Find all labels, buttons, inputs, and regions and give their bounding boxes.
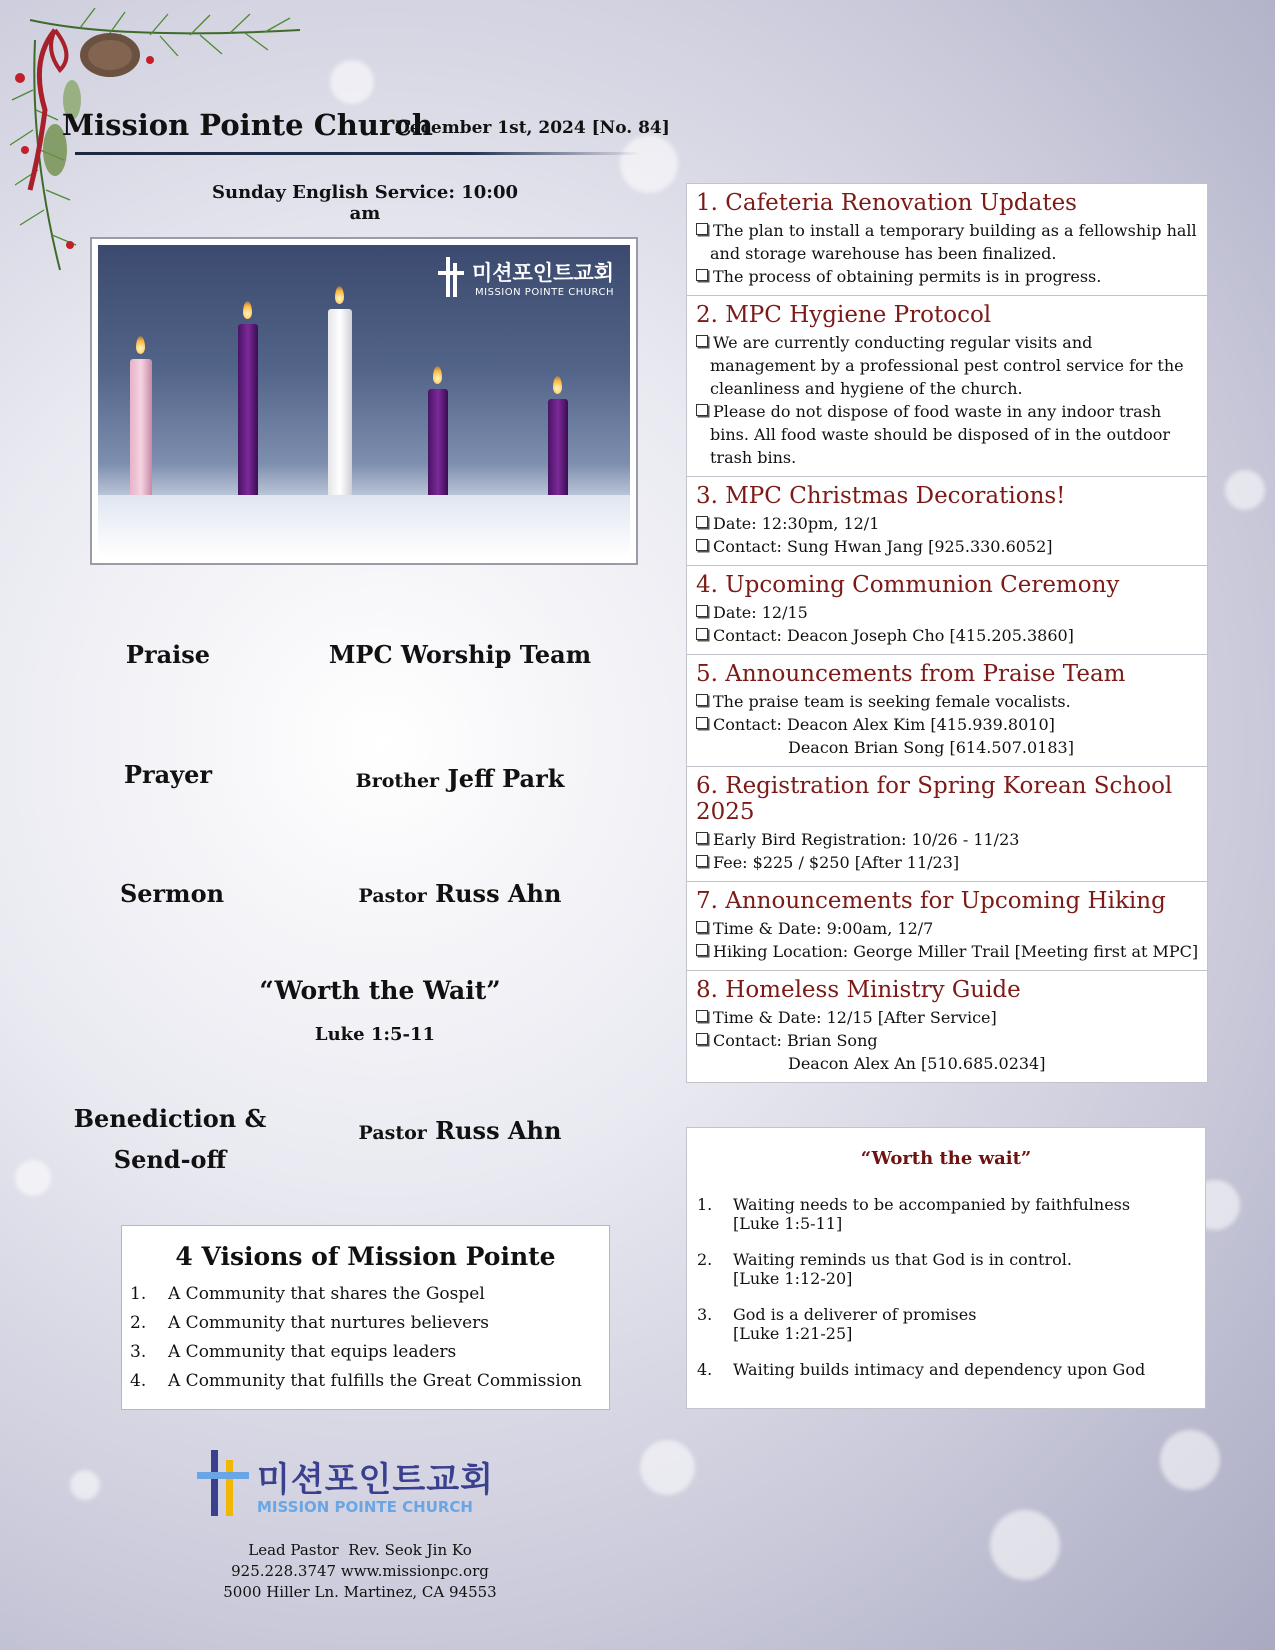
checkbox-bullet-icon	[696, 855, 708, 867]
order-role-benediction	[70, 1098, 270, 1180]
checkbox-bullet-icon	[696, 694, 708, 706]
checkbox-bullet-icon	[696, 832, 708, 844]
announcement: 8. Homeless Ministry Guide Time & Date: 12/15 [After Service] Contact: Brian Song Deacon Alex An [510.685.0234]	[687, 971, 1207, 1082]
checkbox-bullet-icon	[696, 717, 708, 729]
order-role-praise: Praise	[125, 640, 211, 669]
announcement: 5. Announcements from Praise Team The praise team is seeking female vocalists. Contact: Deacon Alex Kim [415.939.8010] Deacon Brian Song [614.507.0183]	[687, 655, 1207, 767]
advent-candles-photo	[98, 245, 630, 557]
church-contact	[190, 1540, 530, 1603]
purple-candle	[548, 399, 568, 509]
sermon-scripture: Luke 1:5-11	[314, 1024, 436, 1045]
announcement-title: 1. Cafeteria Renovation Updates	[696, 190, 1077, 216]
order-role-sermon: Sermon	[119, 879, 225, 908]
candle-flame	[243, 301, 252, 319]
contact-continuation: Deacon Alex An [510.685.0234]	[788, 1054, 1046, 1073]
snow	[98, 495, 630, 557]
visions-list	[122, 1279, 609, 1395]
announcement: 6. Registration for Spring Korean School 2025 Early Bird Registration: 10/26 - 11/23 Fee: $225 / $250 [After 11/23]	[687, 767, 1207, 882]
sermon-notes-box	[686, 1127, 1206, 1409]
leader-title: Pastor	[358, 885, 427, 907]
checkbox-bullet-icon	[696, 1033, 708, 1045]
order-leader-prayer	[320, 764, 600, 793]
leader-name: Russ Ahn	[435, 879, 562, 908]
logo-english-text: MISSION POINTE CHURCH	[475, 287, 614, 298]
order-leader-sermon	[320, 879, 600, 908]
sermon-notes-heading: “Worth the wait”	[860, 1148, 1032, 1169]
pink-candle	[130, 359, 152, 509]
logo-english-text: MISSION POINTE CHURCH	[257, 1498, 473, 1516]
announcement: 1. Cafeteria Renovation Updates The plan to install a temporary building as a fellowship hall and storage warehouse has been finalized. The process of obtaining permits is in progress.	[687, 184, 1207, 296]
cross-icon	[195, 1450, 251, 1516]
address: 5000 Hiller Ln. Martinez, CA 94553	[223, 1583, 497, 1601]
list-item: 2. Waiting reminds us that God is in control. [Luke 1:12-20]	[697, 1250, 1073, 1288]
bokeh-light	[330, 60, 374, 104]
order-role-prayer: Prayer	[123, 760, 213, 789]
footer-church-logo	[195, 1450, 495, 1520]
checkbox-bullet-icon	[696, 921, 708, 933]
bokeh-light	[70, 1470, 100, 1500]
list-item: 1. Waiting needs to be accompanied by faithfulness [Luke 1:5-11]	[697, 1195, 1131, 1233]
announcement-title: 4. Upcoming Communion Ceremony	[696, 572, 1120, 598]
candle-flame	[136, 336, 145, 354]
role-line: Send-off	[113, 1145, 227, 1174]
announcement: 7. Announcements for Upcoming Hiking Time & Date: 9:00am, 12/7 Hiking Location: George Miller Trail [Meeting first at MPC]	[687, 882, 1207, 971]
advent-photo-frame	[90, 237, 638, 565]
title-divider	[75, 152, 640, 155]
leader-name: MPC Worship Team	[328, 640, 592, 669]
bokeh-light	[640, 1440, 695, 1495]
announcement-title: 2. MPC Hygiene Protocol	[696, 302, 992, 328]
checkbox-bullet-icon	[696, 269, 708, 281]
checkbox-bullet-icon	[696, 404, 708, 416]
candle-flame	[553, 376, 562, 394]
issue-date: December 1st, 2024 [No. 84]	[395, 118, 670, 138]
leader-title: Brother	[355, 770, 440, 792]
visions-box	[121, 1225, 610, 1410]
announcement-title: 5. Announcements from Praise Team	[696, 661, 1126, 687]
checkbox-bullet-icon	[696, 516, 708, 528]
sermon-title: “Worth the Wait”	[259, 976, 501, 1005]
announcement: 2. MPC Hygiene Protocol We are currently conducting regular visits and management by a professional pest control service for the cleanliness and hygiene of the church. Please do not dispose of food waste in any indoor trash bins. All food waste should be disposed of in the outdoor trash bins.	[687, 296, 1207, 477]
logo-korean-text: 미션포인트교회	[471, 261, 614, 285]
list-item: 4. Waiting builds intimacy and dependency upon God	[697, 1360, 1146, 1379]
service-time: Sunday English Service: 10:00 am	[212, 182, 518, 224]
announcement-title: 7. Announcements for Upcoming Hiking	[696, 888, 1166, 914]
candle-flame	[335, 286, 344, 304]
leader-title: Pastor	[358, 1122, 427, 1144]
order-leader-benediction	[320, 1116, 600, 1145]
list-item: 3. God is a deliverer of promises [Luke 1:21-25]	[697, 1305, 977, 1343]
announcement-title: 6. Registration for Spring Korean School 2025	[696, 773, 1173, 825]
phone-website: 925.228.3747 www.missionpc.org	[231, 1562, 489, 1580]
list-item: 3. A Community that equips leaders	[130, 1341, 457, 1362]
church-name: Mission Pointe Church	[62, 108, 433, 142]
checkbox-bullet-icon	[696, 335, 708, 347]
checkbox-bullet-icon	[696, 539, 708, 551]
logo-korean-text: 미션포인트교회	[257, 1460, 494, 1500]
announcements-panel	[686, 183, 1208, 1083]
visions-heading: 4 Visions of Mission Pointe	[175, 1242, 556, 1271]
checkbox-bullet-icon	[696, 605, 708, 617]
checkbox-bullet-icon	[696, 223, 708, 235]
candle-flame	[433, 366, 442, 384]
sermon-notes-list	[687, 1195, 1205, 1379]
bokeh-light	[1225, 470, 1265, 510]
purple-candle	[238, 324, 258, 509]
white-candle	[328, 309, 352, 509]
announcement-title: 8. Homeless Ministry Guide	[696, 977, 1021, 1003]
checkbox-bullet-icon	[696, 944, 708, 956]
bokeh-light	[1160, 1430, 1220, 1490]
announcement: 3. MPC Christmas Decorations! Date: 12:30pm, 12/1 Contact: Sung Hwan Jang [925.330.6052]	[687, 477, 1207, 566]
checkbox-bullet-icon	[696, 628, 708, 640]
purple-candle	[428, 389, 448, 509]
bokeh-light	[620, 135, 678, 193]
list-item: 4. A Community that fulfills the Great Commission	[130, 1370, 582, 1391]
order-leader-praise	[320, 640, 600, 669]
list-item: 1. A Community that shares the Gospel	[130, 1283, 485, 1304]
photo-church-logo	[472, 257, 614, 298]
announcement-title: 3. MPC Christmas Decorations!	[696, 483, 1066, 509]
contact-continuation: Deacon Brian Song [614.507.0183]	[788, 738, 1074, 757]
leader-name: Russ Ahn	[435, 1116, 562, 1145]
role-line: Benediction &	[73, 1104, 267, 1133]
cross-icon	[438, 257, 464, 297]
bokeh-light	[990, 1510, 1060, 1580]
announcement: 4. Upcoming Communion Ceremony Date: 12/15 Contact: Deacon Joseph Cho [415.205.3860]	[687, 566, 1207, 655]
list-item: 2. A Community that nurtures believers	[130, 1312, 489, 1333]
leader-name: Jeff Park	[447, 764, 565, 793]
bokeh-light	[15, 1160, 51, 1196]
checkbox-bullet-icon	[696, 1010, 708, 1022]
lead-pastor: Lead Pastor Rev. Seok Jin Ko	[248, 1541, 472, 1559]
